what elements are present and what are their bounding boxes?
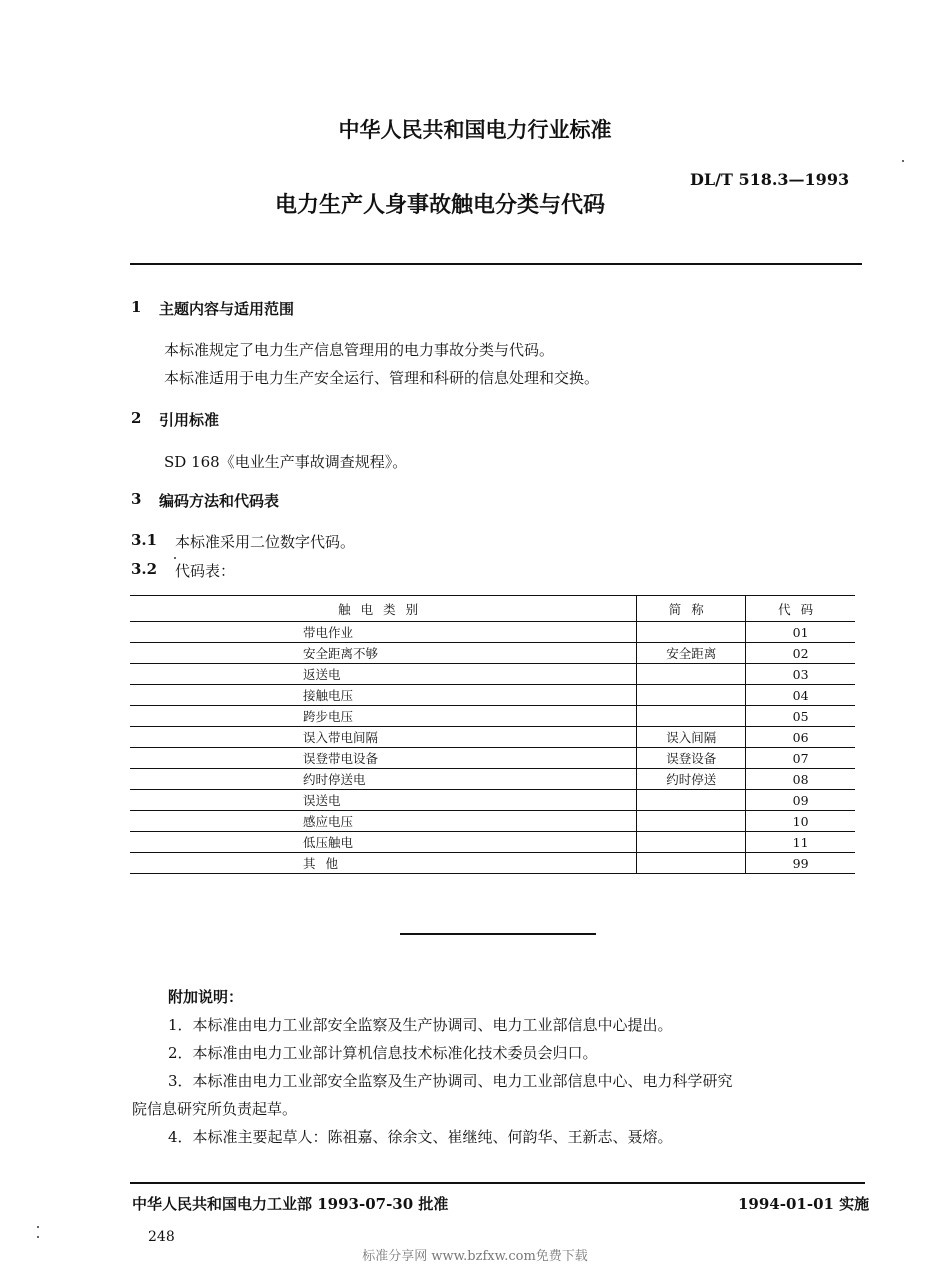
standard-number: DL/T 518.3—1993 <box>690 170 850 189</box>
cell-code: 02 <box>746 643 855 664</box>
table-row <box>130 685 855 706</box>
table-row <box>130 853 855 874</box>
column-header-type: 触电类别 <box>130 596 637 622</box>
table-row <box>130 748 855 769</box>
cell-type: 低压触电 <box>130 832 637 853</box>
cell-abbr <box>637 811 746 832</box>
cell-type: 误入带电间隔 <box>130 727 637 748</box>
code-table <box>130 595 855 874</box>
org-header: 中华人民共和国电力行业标准 <box>338 118 612 142</box>
cell-abbr <box>637 853 746 874</box>
table-row <box>130 622 855 643</box>
cell-abbr: 误登设备 <box>637 748 746 769</box>
section-3-2-text: 代码表： <box>175 562 236 580</box>
cell-code: 08 <box>746 769 855 790</box>
scan-speck <box>37 1226 39 1228</box>
scan-speck <box>37 1236 39 1238</box>
section-1-number: 1 <box>131 298 142 316</box>
footer-rule <box>130 1182 865 1184</box>
column-header-abbr: 简称 <box>637 596 746 622</box>
cell-type: 带电作业 <box>130 622 637 643</box>
section-3-number: 3 <box>131 490 142 508</box>
cell-code: 09 <box>746 790 855 811</box>
table-header-row <box>130 596 855 622</box>
cell-type: 返送电 <box>130 664 637 685</box>
note-4: 4．本标准主要起草人：陈祖嘉、徐余文、崔继纯、何韵华、王新志、聂熔。 <box>168 1128 673 1146</box>
cell-type: 跨步电压 <box>130 706 637 727</box>
cell-abbr: 误入间隔 <box>637 727 746 748</box>
scan-speck <box>902 160 904 162</box>
cell-code: 04 <box>746 685 855 706</box>
note-2: 2．本标准由电力工业部计算机信息技术标准化技术委员会归口。 <box>168 1044 598 1062</box>
table-row <box>130 706 855 727</box>
cell-code: 99 <box>746 853 855 874</box>
cell-abbr <box>637 832 746 853</box>
document-title: 电力生产人身事故触电分类与代码 <box>274 193 605 218</box>
table-row <box>130 769 855 790</box>
cell-code: 05 <box>746 706 855 727</box>
cell-abbr: 安全距离 <box>637 643 746 664</box>
cell-type: 感应电压 <box>130 811 637 832</box>
section-2-number: 2 <box>131 409 142 427</box>
cell-abbr <box>637 790 746 811</box>
cell-code: 10 <box>746 811 855 832</box>
section-2-paragraph-1: SD 168《电业生产事故调查规程》。 <box>164 453 408 471</box>
cell-abbr: 约时停送 <box>637 769 746 790</box>
cell-code: 06 <box>746 727 855 748</box>
cell-type: 约时停送电 <box>130 769 637 790</box>
cell-type: 误登带电设备 <box>130 748 637 769</box>
page-number: 248 <box>148 1229 175 1245</box>
watermark: 标准分享网 www.bzfxw.com免费下载 <box>362 1249 588 1264</box>
table-row <box>130 832 855 853</box>
cell-abbr <box>637 664 746 685</box>
section-3-title: 编码方法和代码表 <box>159 492 280 510</box>
note-3: 3．本标准由电力工业部安全监察及生产协调司、电力工业部信息中心、电力科学研究 <box>168 1072 733 1090</box>
table-row <box>130 790 855 811</box>
section-3-1-text: 本标准采用二位数字代码。 <box>175 533 356 551</box>
cell-abbr <box>637 706 746 727</box>
title-rule <box>130 263 862 265</box>
section-3-1-number: 3.1 <box>131 531 158 549</box>
cell-code: 03 <box>746 664 855 685</box>
table-row <box>130 664 855 685</box>
table-row <box>130 727 855 748</box>
approval-line: 中华人民共和国电力工业部 1993-07-30 批准 <box>132 1195 449 1213</box>
cell-type: 其他 <box>130 853 637 874</box>
table-row <box>130 643 855 664</box>
note-3-continued: 院信息研究所负责起草。 <box>132 1100 298 1118</box>
cell-type: 接触电压 <box>130 685 637 706</box>
cell-type: 安全距离不够 <box>130 643 637 664</box>
section-1-paragraph-2: 本标准适用于电力生产安全运行、管理和科研的信息处理和交换。 <box>164 369 600 387</box>
cell-type: 误送电 <box>130 790 637 811</box>
notes-title: 附加说明： <box>168 988 244 1006</box>
section-2-title: 引用标准 <box>159 411 220 429</box>
table-row <box>130 811 855 832</box>
cell-code: 07 <box>746 748 855 769</box>
cell-code: 11 <box>746 832 855 853</box>
column-header-code: 代码 <box>746 596 855 622</box>
note-1: 1．本标准由电力工业部安全监察及生产协调司、电力工业部信息中心提出。 <box>168 1016 673 1034</box>
scan-speck <box>174 557 176 559</box>
end-rule <box>400 933 596 935</box>
cell-abbr <box>637 622 746 643</box>
cell-abbr <box>637 685 746 706</box>
effective-date: 1994-01-01 实施 <box>738 1195 870 1213</box>
section-1-title: 主题内容与适用范围 <box>159 300 295 318</box>
cell-code: 01 <box>746 622 855 643</box>
section-1-paragraph-1: 本标准规定了电力生产信息管理用的电力事故分类与代码。 <box>164 341 555 359</box>
section-3-2-number: 3.2 <box>131 560 158 578</box>
